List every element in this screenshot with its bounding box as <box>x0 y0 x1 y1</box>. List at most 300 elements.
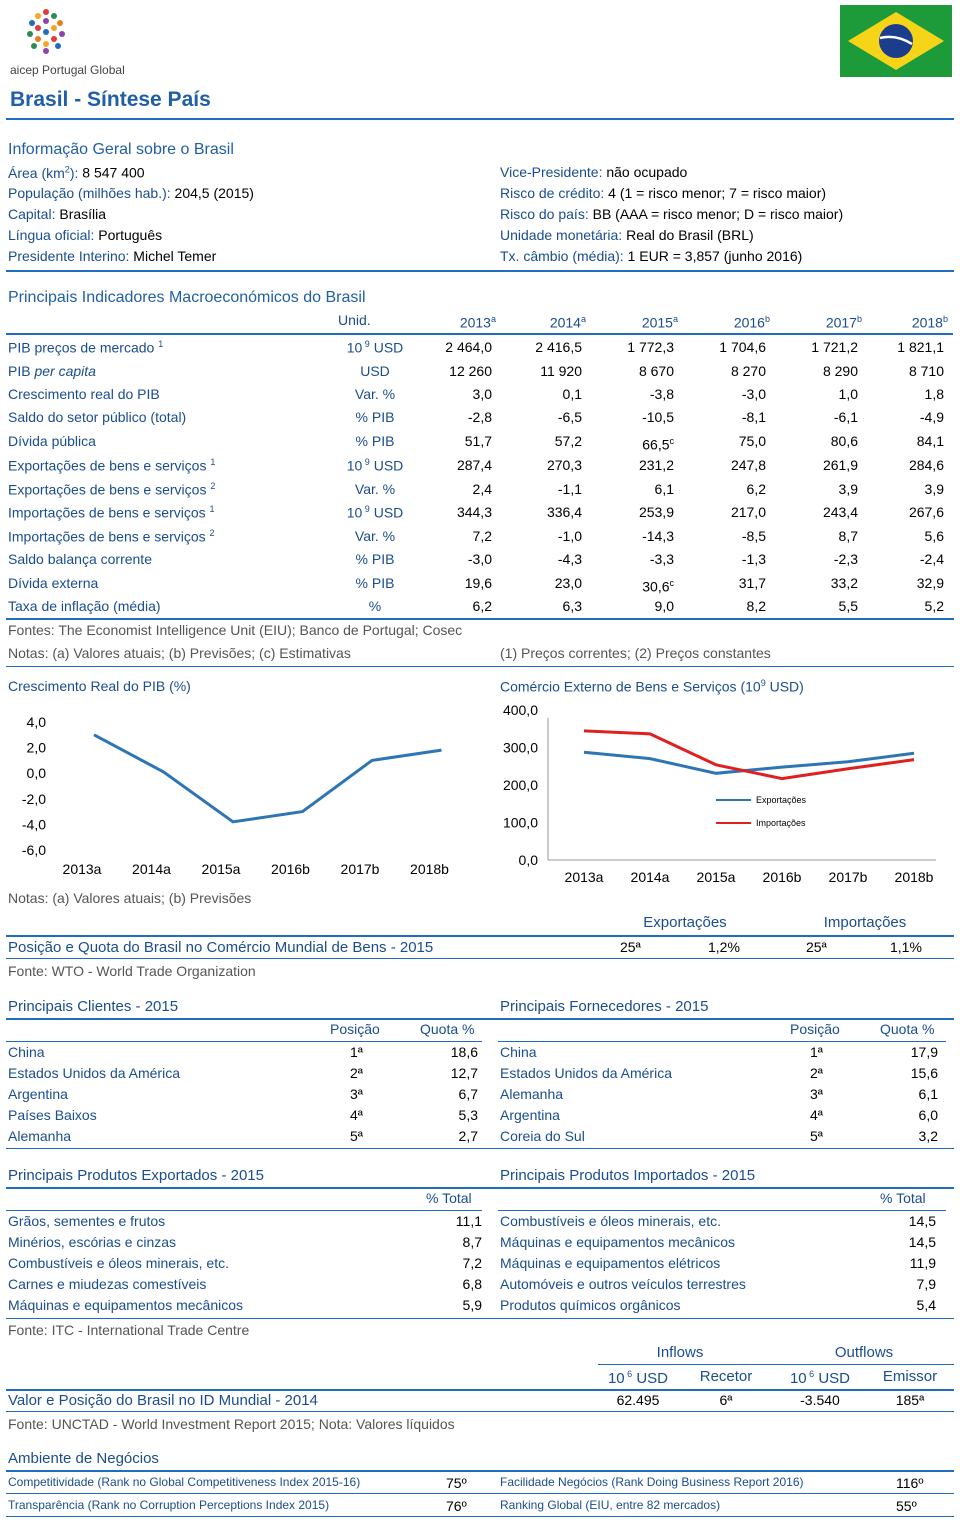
macro-year-header <box>892 314 948 331</box>
logo-dot <box>55 43 61 49</box>
gdp-ytick: 0,0 <box>26 765 46 782</box>
fdi-out-usd: 10 $^6$ USD <box>789 1369 851 1387</box>
macro-value: 267,6 <box>908 504 944 520</box>
gdp-ytick: 2,0 <box>26 739 46 756</box>
macro-row <box>8 500 953 524</box>
suppliers-share: 15,6 <box>910 1065 938 1081</box>
macro-value: -1,3 <box>741 551 766 567</box>
gdp-xtick: 2017b <box>340 861 380 877</box>
macro-value: 19,6 <box>464 575 492 591</box>
macro-year-header <box>806 314 862 331</box>
macro-row-label: PIB per capita <box>8 363 96 379</box>
macro-value: 51,7 <box>464 433 492 449</box>
logo-dot <box>35 25 41 31</box>
clients-share: 12,7 <box>450 1065 478 1081</box>
gen-right-row <box>500 164 956 185</box>
macro-value: 8,2 <box>746 598 766 614</box>
gen-left-row <box>8 206 488 227</box>
macro-value: -1,1 <box>557 481 582 497</box>
gen-left-value: Português <box>94 227 163 243</box>
clients-name: China <box>8 1044 45 1060</box>
exported-source: Fonte: ITC - International Trade Centre <box>8 1322 250 1338</box>
exported-heading: Principais Produtos Exportados - 2015 <box>8 1167 264 1184</box>
macro-value: -10,5 <box>642 409 674 425</box>
logo-dot <box>35 36 41 42</box>
imported-total: 11,9 <box>909 1255 936 1271</box>
macro-value: 12 260 <box>449 363 492 379</box>
gen-right-row <box>500 185 956 206</box>
macro-year-label: 2018 <box>911 314 943 331</box>
macro-value: 8 290 <box>822 363 858 379</box>
macro-row <box>8 335 953 359</box>
trade-legend-label: Exportações <box>756 795 807 805</box>
macro-value: -3,0 <box>467 551 492 567</box>
trade-xtick: 2013a <box>564 869 604 885</box>
macro-value: 1 704,6 <box>719 339 766 355</box>
macro-sources: Fontes: The Economist Intelligence Unit (EIU); Banco de Portugal; Cosec <box>8 622 463 638</box>
gen-right-value: não ocupado <box>602 164 688 180</box>
macro-row-unit: 10 $^9$ USD <box>346 339 404 356</box>
suppliers-name: Coreia do Sul <box>500 1128 585 1144</box>
macro-value: 2,4 <box>472 481 492 497</box>
world-trade-rule-bottom <box>6 958 954 959</box>
macro-year-label: 2014 <box>549 314 581 331</box>
clients-share: 6,7 <box>458 1086 478 1102</box>
macro-row <box>8 405 953 429</box>
macro-label-sup: 1 <box>210 457 216 467</box>
gen-right-row <box>500 227 956 248</box>
macro-value: 1 821,1 <box>897 339 944 355</box>
macro-value: -4,3 <box>557 551 582 567</box>
products-rule <box>6 1187 954 1189</box>
logo-dot <box>43 48 49 54</box>
business-left-label: Competitividade (Rank no Global Competitiveness Index 2015-16) <box>8 1475 361 1489</box>
imported-total: 14,5 <box>908 1213 936 1229</box>
logo-dot <box>51 25 57 31</box>
trade-series-line <box>584 731 914 779</box>
fdi-rule <box>6 1389 954 1391</box>
macro-value: 33,2 <box>830 575 858 591</box>
general-rule <box>6 270 954 272</box>
macro-value: -3,3 <box>649 551 674 567</box>
macro-row-unit: 10 $^9$ USD <box>346 504 404 521</box>
gen-left-row <box>8 227 488 248</box>
macro-value: 57,2 <box>554 433 582 449</box>
logo-dot <box>51 13 57 19</box>
trade-ytick: 400,0 <box>502 702 538 718</box>
exp-position: 25ª <box>620 939 641 955</box>
macro-value: 6,1 <box>654 481 674 497</box>
imported-product: Combustíveis e óleos minerais, etc. <box>500 1213 721 1229</box>
macro-year-header <box>714 314 770 331</box>
macro-row-unit: Var. % <box>354 481 396 497</box>
imported-total: 14,5 <box>908 1234 936 1250</box>
fdi-in-value: 62.495 <box>616 1392 660 1408</box>
gdp-ytick: -4,0 <box>21 816 46 833</box>
macro-value: 11 920 <box>540 363 582 379</box>
suppliers-share: 6,1 <box>918 1086 938 1102</box>
macro-row-label <box>8 409 186 425</box>
suppliers-pos: 4ª <box>810 1107 823 1123</box>
imported-heading: Principais Produtos Importados - 2015 <box>500 1167 756 1184</box>
macro-label-text: Importações de bens e serviços <box>8 504 206 521</box>
general-right <box>500 164 956 269</box>
macro-value: -1,0 <box>557 528 582 544</box>
macro-row-unit: % PIB <box>355 409 395 425</box>
imported-header-rule <box>498 1210 946 1211</box>
macro-value: 253,9 <box>638 504 674 520</box>
gen-left-value: 8 547 400 <box>78 164 145 181</box>
trade-series-line <box>584 752 914 773</box>
exported-col-total: % Total <box>426 1190 472 1206</box>
trade-chart-title: Comércio Externo de Bens e Serviços ($10^9$ USD) <box>500 678 804 695</box>
logo-dot <box>29 20 35 26</box>
macro-value: 3,9 <box>838 481 858 497</box>
gen-right-value: BB (AAA = risco menor; D = risco maior) <box>588 206 844 222</box>
gen-right-label: Risco de crédito: <box>500 185 605 201</box>
macro-row-label <box>8 504 215 521</box>
business-right-label: Facilidade Negócios (Rank Doing Business Report 2016) <box>500 1475 804 1489</box>
macro-row-label <box>8 528 215 545</box>
gen-right-value: 4 (1 = risco menor; 7 = risco maior) <box>604 185 827 201</box>
products-rule-bottom <box>6 1318 954 1319</box>
macro-row <box>8 453 953 477</box>
gen-right-value: 1 EUR = 3,857 (junho 2016) <box>623 248 803 264</box>
suppliers-name: China <box>500 1044 537 1060</box>
macro-value: 30,6$^c$ <box>642 578 674 595</box>
brazil-flag-icon <box>840 5 952 77</box>
notes-rule <box>6 666 954 667</box>
exported-total: 5,9 <box>462 1297 482 1313</box>
gen-left-label: Língua oficial: <box>8 227 95 243</box>
trade-xtick: 2018b <box>894 869 934 885</box>
trade-xtick: 2014a <box>630 869 670 885</box>
macro-value: -2,3 <box>833 551 858 567</box>
exported-product: Grãos, sementes e frutos <box>8 1213 166 1229</box>
business-right-value: 55º <box>896 1498 917 1514</box>
macro-value: 5,2 <box>924 598 944 614</box>
exported-total: 8,7 <box>462 1234 482 1250</box>
gdp-chart-note: Notas: (a) Valores atuais; (b) Previsões <box>8 890 252 906</box>
macro-heading: Principais Indicadores Macroeconómicos do Brasil <box>8 289 366 306</box>
logo-text: aicep Portugal Global <box>10 63 125 77</box>
macro-row-label <box>8 386 160 402</box>
macro-label-sup: 1 <box>209 504 215 514</box>
macro-value: 1 721,2 <box>811 339 858 355</box>
macro-row-label <box>8 575 98 591</box>
macro-value: 32,9 <box>916 575 944 591</box>
gen-left-value: Brasília <box>55 206 107 222</box>
macro-year-sup: a <box>490 314 496 324</box>
gen-right-label: Vice-Presidente: <box>500 164 603 180</box>
macro-value: 284,6 <box>908 457 944 473</box>
logo-dot <box>51 36 57 42</box>
exp-share: 1,2% <box>708 939 740 955</box>
macro-year-sup: b <box>764 314 770 324</box>
macro-label-text: Dívida pública <box>8 433 96 449</box>
exported-total: 11,1 <box>455 1213 482 1229</box>
macro-value: 5,5 <box>838 598 858 614</box>
macro-table <box>8 310 953 614</box>
gen-right-value: Real do Brasil (BRL) <box>622 227 754 243</box>
suppliers-share: 17,9 <box>910 1044 938 1060</box>
imported-col-total: % Total <box>880 1190 926 1206</box>
clients-share: 18,6 <box>450 1044 478 1060</box>
world-trade-heading: Posição e Quota do Brasil no Comércio Mundial de Bens - 2015 <box>8 939 434 956</box>
fdi-inflows: Inflows <box>656 1344 704 1361</box>
macro-value: 66,5$^c$ <box>642 436 674 453</box>
trade-legend-label: Importações <box>756 818 806 828</box>
macro-value: 75,0 <box>738 433 766 449</box>
gen-left-value: Michel Temer <box>129 248 217 264</box>
gen-left-row <box>8 164 488 185</box>
trade-ytick: 0,0 <box>518 852 538 868</box>
macro-value: 217,0 <box>730 504 766 520</box>
clients-pos: 5ª <box>350 1128 363 1144</box>
logo-dots-icon <box>10 6 130 56</box>
macro-value: -8,5 <box>741 528 766 544</box>
business-row <box>6 1494 954 1517</box>
suppliers-name: Estados Unidos da América <box>500 1065 672 1081</box>
macro-label-text: Saldo do setor público (total) <box>8 409 187 425</box>
exported-product: Carnes e miudezas comestíveis <box>8 1276 207 1292</box>
macro-row <box>8 429 953 453</box>
macro-value: 84,1 <box>916 433 944 449</box>
trade-xtick: 2015a <box>696 869 736 885</box>
macro-value: 287,4 <box>456 457 492 473</box>
macro-value: 6,2 <box>746 481 766 497</box>
gen-left-label: Presidente Interino: <box>8 248 130 264</box>
macro-label-text: Dívida externa <box>8 575 99 591</box>
clients-col-pos: Posição <box>330 1021 380 1037</box>
gdp-xtick: 2013a <box>62 861 102 877</box>
clients-name: Argentina <box>8 1086 68 1102</box>
macro-row-label <box>8 457 215 474</box>
macro-label-sup: 2 <box>210 481 216 491</box>
macro-value: 1,8 <box>924 386 944 402</box>
business-row <box>6 1471 954 1494</box>
macro-row <box>8 524 953 547</box>
macro-year-header <box>530 314 586 331</box>
macro-value: 7,2 <box>472 528 492 544</box>
suppliers-pos: 2ª <box>810 1065 823 1081</box>
macro-year-sup: b <box>942 314 948 324</box>
gdp-xtick: 2016b <box>271 861 310 877</box>
fdi-heading: Valor e Posição do Brasil no ID Mundial - 2014 <box>8 1392 318 1409</box>
macro-value: 261,9 <box>822 457 858 473</box>
aicep-logo <box>10 6 130 78</box>
gdp-chart-title: Crescimento Real do PIB (%) <box>8 678 191 694</box>
macro-value: 8 670 <box>638 363 674 379</box>
macro-row-label <box>8 433 96 449</box>
macro-row-label <box>8 551 152 567</box>
macro-value: 243,4 <box>822 504 858 520</box>
world-trade-rule <box>6 935 954 937</box>
macro-row <box>8 359 953 382</box>
business-left-label: Transparência (Rank no Corruption Perceptions Index 2015) <box>8 1498 330 1512</box>
macro-row-unit: Var. % <box>354 528 396 544</box>
business-heading: Ambiente de Negócios <box>8 1450 159 1467</box>
macro-value: 3,9 <box>924 481 944 497</box>
clients-header-rule <box>6 1041 482 1042</box>
trade-ytick: 200,0 <box>502 777 538 793</box>
macro-value: -2,4 <box>919 551 944 567</box>
macro-value: 1 772,3 <box>627 339 674 355</box>
macro-year-label: 2015 <box>641 314 673 331</box>
macro-value: 6,3 <box>562 598 582 614</box>
fdi-in-usd: 10 $^6$ USD <box>607 1369 669 1387</box>
suppliers-share: 6,0 <box>918 1107 938 1123</box>
gen-right-row <box>500 248 956 269</box>
macro-value: 8 270 <box>730 363 766 379</box>
fdi-outflows: Outflows <box>834 1344 894 1361</box>
col-importacoes: Importações <box>823 914 907 931</box>
trade-ytick: 300,0 <box>502 739 538 756</box>
macro-row-label <box>8 481 215 498</box>
imported-total: 7,9 <box>916 1276 936 1292</box>
clients-rule-bottom <box>6 1148 954 1149</box>
suppliers-name: Argentina <box>500 1107 560 1123</box>
gdp-ytick: -6,0 <box>21 842 46 858</box>
logo-dot <box>43 29 49 35</box>
exported-header-rule <box>6 1210 482 1211</box>
macro-label-text: Exportações de bens e serviços <box>8 457 207 474</box>
exported-total: 7,2 <box>462 1255 482 1271</box>
macro-row-label <box>8 339 163 356</box>
logo-dot <box>59 31 65 37</box>
gdp-xtick: 2015a <box>201 861 241 877</box>
macro-row <box>8 571 953 594</box>
macro-value: 231,2 <box>638 457 674 473</box>
macro-row-unit: Var. % <box>354 386 396 402</box>
gen-left-value: 204,5 (2015) <box>170 185 254 201</box>
macro-value: 344,3 <box>456 504 492 520</box>
gen-right-label: Risco do país: <box>500 206 589 222</box>
logo-dot <box>57 20 63 26</box>
suppliers-col-pos: Posição <box>790 1021 840 1037</box>
gen-left-label: Capital: <box>8 206 56 222</box>
clients-share: 2,7 <box>458 1128 478 1144</box>
gdp-xtick: 2014a <box>132 861 171 877</box>
clients-share: 5,3 <box>458 1107 478 1123</box>
clients-rule <box>6 1018 954 1020</box>
macro-value: 336,4 <box>546 504 582 520</box>
fdi-rule-bottom <box>6 1411 954 1412</box>
gen-right-label: Unidade monetária: <box>500 227 623 243</box>
clients-pos: 4ª <box>350 1107 363 1123</box>
fdi-emissor: Emissor <box>882 1368 938 1385</box>
imp-share: 1,1% <box>890 939 922 955</box>
macro-value: 247,8 <box>730 457 766 473</box>
macro-year-label: 2017 <box>825 314 857 331</box>
gdp-ytick: 4,0 <box>26 714 46 730</box>
macro-value: -3,0 <box>741 386 766 402</box>
macro-unit-header: Unid. <box>338 312 371 328</box>
logo-dot <box>27 31 33 37</box>
macro-value: 9,0 <box>654 598 674 614</box>
macro-row-unit: USD <box>360 363 390 379</box>
col-exportacoes: Exportações <box>643 914 727 931</box>
macro-notes: Notas: (a) Valores atuais; (b) Previsões; (c) Estimativas <box>8 645 351 661</box>
fdi-recetor: Recetor <box>699 1368 753 1385</box>
imported-product: Máquinas e equipamentos elétricos <box>500 1255 721 1271</box>
macro-value: 3,0 <box>472 386 492 402</box>
macro-value: 270,3 <box>546 457 582 473</box>
macro-row-unit: % PIB <box>355 575 395 591</box>
clients-pos: 3ª <box>350 1086 363 1102</box>
gen-right-label: Tx. câmbio (média): <box>500 248 624 264</box>
trade-chart <box>496 700 956 892</box>
fdi-out-pos: 185ª <box>895 1392 925 1408</box>
macro-rule <box>6 618 954 620</box>
macro-year-label: 2016 <box>733 314 765 331</box>
gdp-growth-chart <box>8 700 478 885</box>
clients-pos: 1ª <box>350 1044 363 1060</box>
gen-left-label: População (milhões hab.): <box>8 185 171 201</box>
macro-year-header <box>622 314 678 331</box>
macro-label-sup: 1 <box>158 339 164 349</box>
macro-label-sup: 2 <box>209 528 215 538</box>
macro-label-text: Saldo balança corrente <box>8 551 152 567</box>
business-right-label: Ranking Global (EIU, entre 82 mercados) <box>500 1498 721 1512</box>
clients-name: Estados Unidos da América <box>8 1065 180 1081</box>
macro-row-unit: % PIB <box>355 433 395 449</box>
macro-row <box>8 594 953 617</box>
macro-value: -8,1 <box>741 409 766 425</box>
imported-product: Produtos químicos orgânicos <box>500 1297 681 1313</box>
trade-xtick: 2017b <box>828 869 868 885</box>
suppliers-share: 3,2 <box>918 1128 938 1144</box>
trade-ytick: 100,0 <box>502 814 538 831</box>
imp-position: 25ª <box>806 939 827 955</box>
macro-value: -4,9 <box>919 409 944 425</box>
macro-value: 2 416,5 <box>535 339 582 355</box>
macro-row-unit: % <box>368 598 382 614</box>
fdi-source: Fonte: UNCTAD - World Investment Report 2015; Nota: Valores líquidos <box>8 1416 455 1432</box>
macro-year-sup: b <box>856 314 862 324</box>
exported-total: 6,8 <box>462 1276 482 1292</box>
macro-row <box>8 477 953 500</box>
macro-value: 8 710 <box>908 363 944 379</box>
macro-row-unit: % PIB <box>355 551 395 567</box>
gen-left-label: Área $(km^2)$: <box>8 164 79 181</box>
macro-value: 80,6 <box>830 433 858 449</box>
suppliers-pos: 1ª <box>810 1044 823 1060</box>
macro-row-unit: 10 $^9$ USD <box>346 457 404 474</box>
title-rule <box>6 118 954 120</box>
macro-label-text: Importações de bens e serviços <box>8 528 206 545</box>
macro-value: -6,1 <box>833 409 858 425</box>
fdi-in-pos: 6ª <box>719 1392 733 1408</box>
logo-dot <box>43 18 49 24</box>
macro-label-text: Exportações de bens e serviços <box>8 481 207 498</box>
suppliers-pos: 3ª <box>810 1086 823 1102</box>
clients-name: Alemanha <box>8 1128 72 1144</box>
logo-dot <box>43 41 49 47</box>
suppliers-pos: 5ª <box>810 1128 823 1144</box>
exported-product: Máquinas e equipamentos mecânicos <box>8 1297 244 1313</box>
suppliers-heading: Principais Fornecedores - 2015 <box>500 998 709 1015</box>
macro-value: 5,6 <box>924 528 944 544</box>
exported-product: Minérios, escórias e cinzas <box>8 1234 177 1250</box>
macro-year-sup: a <box>672 314 678 324</box>
macro-value: 2 464,0 <box>445 339 492 355</box>
macro-value: 1,0 <box>838 386 858 402</box>
business-right-value: 116º <box>896 1475 924 1491</box>
macro-label-text: Taxa de inflação (média) <box>8 598 161 614</box>
macro-value: 8,7 <box>838 528 858 544</box>
macro-notes-prices: (1) Preços correntes; (2) Preços constantes <box>500 645 771 661</box>
